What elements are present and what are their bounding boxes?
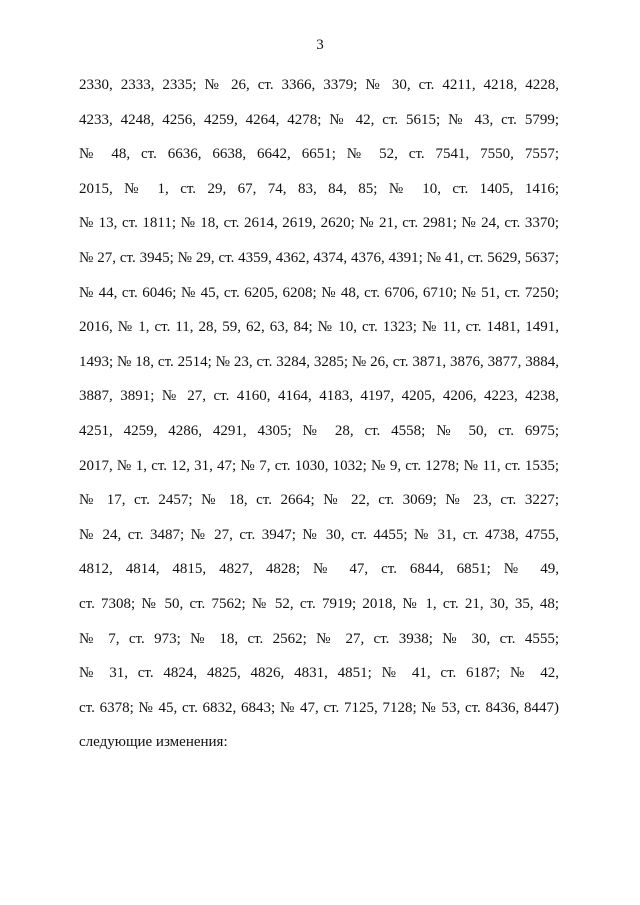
document-body bbox=[79, 74, 559, 766]
text-line-final: следующие изменения: bbox=[79, 734, 228, 751]
text-line: 2016, № 1, ст. 11, 28, 59, 62, 63, 84; № 10, ст. 1323; № 11, ст. 1481, 1491, bbox=[79, 319, 559, 336]
text-line: 1493; № 18, ст. 2514; № 23, ст. 3284, 3285; № 26, ст. 3871, 3876, 3877, 3884, bbox=[79, 353, 559, 370]
text-line: № 7, ст. 973; № 18, ст. 2562; № 27, ст. 3938; № 30, ст. 4555; bbox=[79, 630, 559, 647]
text-line: № 31, ст. 4824, 4825, 4826, 4831, 4851; № 41, ст. 6187; № 42, bbox=[79, 665, 559, 682]
text-line: ст. 7308; № 50, ст. 7562; № 52, ст. 7919; 2018, № 1, ст. 21, 30, 35, 48; bbox=[79, 595, 559, 612]
text-line: 2330, 2333, 2335; № 26, ст. 3366, 3379; № 30, ст. 4211, 4218, 4228, bbox=[79, 77, 559, 93]
text-line: № 27, ст. 3945; № 29, ст. 4359, 4362, 4374, 4376, 4391; № 41, ст. 5629, 5637; bbox=[79, 249, 559, 266]
text-line: ст. 6378; № 45, ст. 6832, 6843; № 47, ст. 7125, 7128; № 53, ст. 8436, 8447) bbox=[79, 699, 559, 716]
text-line: 4251, 4259, 4286, 4291, 4305; № 28, ст. 4558; № 50, ст. 6975; bbox=[79, 422, 559, 439]
text-line: № 17, ст. 2457; № 18, ст. 2664; № 22, ст. 3069; № 23, ст. 3227; bbox=[79, 492, 559, 509]
text-line: № 24, ст. 3487; № 27, ст. 3947; № 30, ст. 4455; № 31, ст. 4738, 4755, bbox=[79, 526, 559, 543]
text-line: 4233, 4248, 4256, 4259, 4264, 4278; № 42, ст. 5615; № 43, ст. 5799; bbox=[79, 111, 559, 128]
text-line: 2017, № 1, ст. 12, 31, 47; № 7, ст. 1030, 1032; № 9, ст. 1278; № 11, ст. 1535; bbox=[79, 457, 559, 474]
page-number: 3 bbox=[316, 37, 324, 53]
text-line: № 48, ст. 6636, 6638, 6642, 6651; № 52, ст. 7541, 7550, 7557; bbox=[79, 146, 559, 163]
text-line: № 44, ст. 6046; № 45, ст. 6205, 6208; № 48, ст. 6706, 6710; № 51, ст. 7250; bbox=[79, 284, 559, 301]
text-line: 2015, № 1, ст. 29, 67, 74, 83, 84, 85; № 10, ст. 1405, 1416; bbox=[79, 180, 559, 197]
text-line: 3887, 3891; № 27, ст. 4160, 4164, 4183, 4197, 4205, 4206, 4223, 4238, bbox=[79, 388, 559, 405]
text-line: 4812, 4814, 4815, 4827, 4828; № 47, ст. 6844, 6851; № 49, bbox=[79, 561, 559, 578]
text-line: № 13, ст. 1811; № 18, ст. 2614, 2619, 2620; № 21, ст. 2981; № 24, ст. 3370; bbox=[79, 215, 559, 232]
